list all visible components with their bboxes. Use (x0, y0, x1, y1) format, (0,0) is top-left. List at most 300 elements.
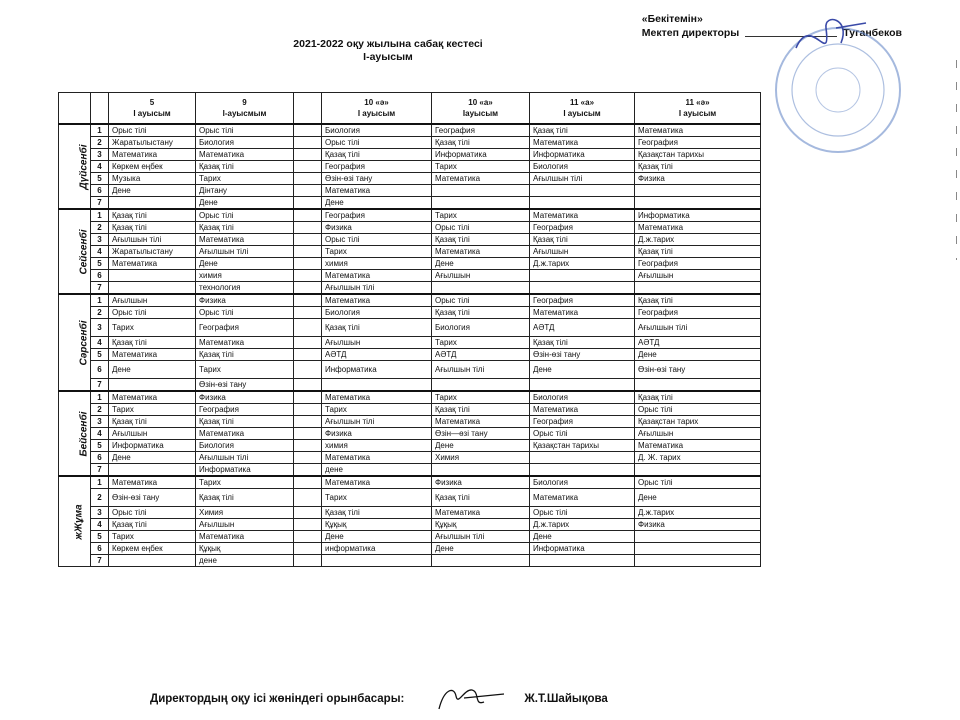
table-row (59, 391, 761, 404)
subject-cell: Ағылшын (322, 337, 432, 349)
subject-cell: Қазақ тілі (635, 294, 761, 307)
subject-cell: Ағылшын (196, 519, 294, 531)
day-name: Дүйсенбі (78, 143, 90, 190)
subject-cell: Математика (635, 222, 761, 234)
table-row (59, 519, 761, 531)
approval-position: Мектеп директоры (641, 27, 740, 39)
table-row (59, 379, 761, 392)
subject-cell (530, 555, 635, 567)
subject-cell: Информатика (635, 209, 761, 222)
subject-cell: Қазақ тілі (109, 337, 196, 349)
subject-cell: Биология (432, 319, 530, 337)
table-row (59, 349, 761, 361)
subject-cell: Қазақ тілі (635, 391, 761, 404)
gap-cell (294, 149, 322, 161)
lesson-number: 5 (91, 258, 109, 270)
gap-cell (294, 404, 322, 416)
signature-icon (434, 684, 514, 714)
subject-cell (322, 555, 432, 567)
lesson-number: 3 (91, 149, 109, 161)
subject-cell: Дене (109, 361, 196, 379)
schedule-table (58, 92, 761, 567)
subject-cell: Математика (432, 507, 530, 519)
subject-cell: химия (322, 440, 432, 452)
header-class-10e: 10 «ә» І ауысым (322, 93, 432, 125)
subject-cell: Қазақ тілі (196, 489, 294, 507)
subject-cell (635, 464, 761, 477)
subject-cell (432, 282, 530, 295)
subject-cell: Дене (635, 349, 761, 361)
subject-cell: Тарих (196, 173, 294, 185)
subject-cell: Д.ж.тарих (530, 519, 635, 531)
subject-cell: Қазақ тілі (432, 307, 530, 319)
subject-cell: Қазақ тілі (196, 416, 294, 428)
gap-cell (294, 361, 322, 379)
lesson-number: 5 (91, 349, 109, 361)
school-stamp-icon (756, 8, 906, 158)
gap-cell (294, 452, 322, 464)
subject-cell: Жаратылыстану (109, 137, 196, 149)
subject-cell: Математика (322, 294, 432, 307)
table-row (59, 294, 761, 307)
gap-cell (294, 270, 322, 282)
lesson-number: 5 (91, 531, 109, 543)
gap-cell (294, 349, 322, 361)
subject-cell: Орыс тілі (196, 307, 294, 319)
edge-mark (955, 60, 958, 260)
subject-cell: Ағылшын тілі (196, 246, 294, 258)
subject-cell: Өзін—өзі тану (432, 428, 530, 440)
lesson-number: 6 (91, 361, 109, 379)
subject-cell: География (432, 124, 530, 137)
lesson-number: 3 (91, 319, 109, 337)
subject-cell: АӘТД (635, 337, 761, 349)
subject-cell: Тарих (322, 404, 432, 416)
subject-cell (109, 282, 196, 295)
day-label-cell (59, 476, 91, 567)
subject-cell (635, 555, 761, 567)
subject-cell: Математика (322, 391, 432, 404)
lesson-number: 7 (91, 464, 109, 477)
subject-cell: Қазақ тілі (432, 234, 530, 246)
header-class-11e: 11 «ә» І ауысым (635, 93, 761, 125)
table-row (59, 124, 761, 137)
subject-cell (109, 379, 196, 392)
subject-cell: Математика (322, 452, 432, 464)
subject-cell: Қазақ тілі (635, 161, 761, 173)
lesson-number: 1 (91, 391, 109, 404)
table-row (59, 222, 761, 234)
subject-cell: Тарих (196, 476, 294, 489)
subject-cell: Биология (530, 161, 635, 173)
subject-cell: Ағылшын тілі (635, 319, 761, 337)
header-class-9: 9 І-ауысмым (196, 93, 294, 125)
lesson-number: 4 (91, 246, 109, 258)
lesson-number: 7 (91, 197, 109, 210)
table-row (59, 149, 761, 161)
subject-cell: Қазақ тілі (322, 149, 432, 161)
lesson-number: 4 (91, 161, 109, 173)
gap-cell (294, 124, 322, 137)
lesson-number: 6 (91, 452, 109, 464)
subject-cell: Орыс тілі (530, 428, 635, 440)
subject-cell: Құқық (196, 543, 294, 555)
lesson-number: 6 (91, 185, 109, 197)
subject-cell: Орыс тілі (432, 222, 530, 234)
subject-cell: География (530, 416, 635, 428)
subject-cell: Дене (109, 185, 196, 197)
gap-cell (294, 282, 322, 295)
subject-cell: Математика (530, 404, 635, 416)
subject-cell (635, 379, 761, 392)
subject-cell: Орыс тілі (322, 234, 432, 246)
table-row (59, 185, 761, 197)
subject-cell: Информатика (530, 543, 635, 555)
subject-cell: Орыс тілі (109, 307, 196, 319)
gap-cell (294, 307, 322, 319)
subject-cell: дене (322, 464, 432, 477)
subject-cell: Д. Ж. тарих (635, 452, 761, 464)
gap-cell (294, 543, 322, 555)
header-class-5: 5 І ауысым (109, 93, 196, 125)
subject-cell (530, 197, 635, 210)
title-line-1: 2021-2022 оқу жылына сабақ кестесі (293, 38, 483, 50)
header-day-cell (59, 93, 91, 125)
table-row (59, 416, 761, 428)
subject-cell: Орыс тілі (109, 507, 196, 519)
subject-cell: Математика (109, 149, 196, 161)
subject-cell (635, 185, 761, 197)
subject-cell: Математика (530, 137, 635, 149)
subject-cell: Биология (322, 124, 432, 137)
subject-cell: Қазақ тілі (530, 234, 635, 246)
table-row (59, 337, 761, 349)
table-row (59, 270, 761, 282)
subject-cell: дене (196, 555, 294, 567)
table-row (59, 543, 761, 555)
subject-cell (432, 379, 530, 392)
gap-cell (294, 222, 322, 234)
subject-cell: Биология (530, 391, 635, 404)
subject-cell: Математика (322, 185, 432, 197)
gap-cell (294, 440, 322, 452)
subject-cell: Физика (432, 476, 530, 489)
subject-cell: Ағылшын (109, 428, 196, 440)
subject-cell: Жаратылыстану (109, 246, 196, 258)
gap-cell (294, 507, 322, 519)
table-row (59, 161, 761, 173)
gap-cell (294, 379, 322, 392)
subject-cell: Қазақ тілі (109, 222, 196, 234)
subject-cell: АӘТД (432, 349, 530, 361)
subject-cell: Ағылшын тілі (322, 282, 432, 295)
subject-cell: Өзін-өзі тану (635, 361, 761, 379)
subject-cell: Физика (635, 173, 761, 185)
subject-cell: Математика (196, 531, 294, 543)
subject-cell (432, 555, 530, 567)
subject-cell: Физика (322, 222, 432, 234)
table-row (59, 555, 761, 567)
subject-cell: Ағылшын тілі (432, 531, 530, 543)
day-label-cell (59, 209, 91, 294)
subject-cell: Физика (196, 391, 294, 404)
day-label-cell (59, 124, 91, 209)
gap-cell (294, 489, 322, 507)
subject-cell: Тарих (322, 489, 432, 507)
gap-cell (294, 234, 322, 246)
subject-cell: Дене (432, 440, 530, 452)
subject-cell: Орыс тілі (530, 507, 635, 519)
header-class-10a: 10 «а» Іауысым (432, 93, 530, 125)
table-row (59, 404, 761, 416)
gap-cell (294, 416, 322, 428)
subject-cell: География (635, 137, 761, 149)
subject-cell: География (196, 319, 294, 337)
subject-cell: Информатика (322, 361, 432, 379)
subject-cell: Ағылшын тілі (432, 361, 530, 379)
subject-cell: Құқық (322, 519, 432, 531)
subject-cell (635, 543, 761, 555)
table-row (59, 258, 761, 270)
subject-cell: Математика (109, 349, 196, 361)
subject-cell: Математика (635, 440, 761, 452)
table-row (59, 489, 761, 507)
lesson-number: 2 (91, 307, 109, 319)
subject-cell: Математика (322, 270, 432, 282)
header-row (59, 93, 761, 125)
subject-cell: Информатика (196, 464, 294, 477)
subject-cell: Дене (432, 258, 530, 270)
table-row (59, 428, 761, 440)
day-name: Бейсенбі (78, 411, 90, 456)
subject-cell: Математика (432, 173, 530, 185)
subject-cell: Дене (322, 531, 432, 543)
subject-cell: Дене (322, 197, 432, 210)
lesson-number: 1 (91, 294, 109, 307)
subject-cell: Қазақ тілі (322, 319, 432, 337)
document-title (238, 38, 538, 64)
subject-cell: Қазақ тілі (635, 246, 761, 258)
gap-cell (294, 476, 322, 489)
lesson-number: 6 (91, 270, 109, 282)
subject-cell: Математика (432, 416, 530, 428)
lesson-number: 7 (91, 282, 109, 295)
subject-cell (109, 270, 196, 282)
gap-cell (294, 209, 322, 222)
subject-cell: Өзін-өзі тану (530, 349, 635, 361)
subject-cell: Дене (196, 197, 294, 210)
subject-cell: Математика (196, 149, 294, 161)
subject-cell: Тарих (196, 361, 294, 379)
lesson-number: 2 (91, 489, 109, 507)
subject-cell: География (530, 222, 635, 234)
day-name: жЖұма (73, 503, 85, 540)
subject-cell: Химия (196, 507, 294, 519)
subject-cell: Ағылшын (432, 270, 530, 282)
subject-cell: Дене (196, 258, 294, 270)
subject-cell: химия (196, 270, 294, 282)
subject-cell: Қазақ тілі (196, 222, 294, 234)
subject-cell: Тарих (432, 209, 530, 222)
gap-cell (294, 137, 322, 149)
subject-cell (322, 379, 432, 392)
subject-cell: Ағылшын (635, 428, 761, 440)
subject-cell: Орыс тілі (196, 124, 294, 137)
subject-cell: химия (322, 258, 432, 270)
subject-cell: Дене (635, 489, 761, 507)
subject-cell: АӘТД (530, 319, 635, 337)
day-label-cell (59, 391, 91, 476)
subject-cell: Орыс тілі (635, 476, 761, 489)
gap-cell (294, 173, 322, 185)
subject-cell: Орыс тілі (635, 404, 761, 416)
footer-name: Ж.Т.Шайықова (524, 693, 608, 705)
subject-cell: Қазақ тілі (196, 161, 294, 173)
gap-cell (294, 519, 322, 531)
subject-cell: Өзін-өзі тану (109, 489, 196, 507)
subject-cell: Тарих (109, 404, 196, 416)
gap-cell (294, 391, 322, 404)
subject-cell: Қазақ тілі (109, 519, 196, 531)
approval-name: Туганбеков (843, 27, 902, 39)
subject-cell (530, 270, 635, 282)
subject-cell: Математика (196, 234, 294, 246)
subject-cell: Қазақ тілі (109, 209, 196, 222)
table-row (59, 209, 761, 222)
table-row (59, 197, 761, 210)
subject-cell: Физика (635, 519, 761, 531)
table-row (59, 464, 761, 477)
lesson-number: 2 (91, 404, 109, 416)
subject-cell: Ағылшын тілі (196, 452, 294, 464)
subject-cell (530, 185, 635, 197)
subject-cell (530, 464, 635, 477)
subject-cell: Қазақстан тарихы (530, 440, 635, 452)
lesson-number: 2 (91, 222, 109, 234)
subject-cell (530, 379, 635, 392)
subject-cell (109, 197, 196, 210)
gap-cell (294, 464, 322, 477)
subject-cell: География (322, 209, 432, 222)
subject-cell: Ағылшын (109, 294, 196, 307)
subject-cell: Өзін-өзі тану (322, 173, 432, 185)
subject-cell: Дене (530, 531, 635, 543)
lesson-number: 3 (91, 416, 109, 428)
subject-cell: информатика (322, 543, 432, 555)
table-row (59, 440, 761, 452)
subject-cell: Құқық (432, 519, 530, 531)
subject-cell: Математика (109, 258, 196, 270)
header-gap-cell (294, 93, 322, 125)
gap-cell (294, 246, 322, 258)
lesson-number: 4 (91, 337, 109, 349)
subject-cell: Математика (109, 391, 196, 404)
subject-cell: Химия (432, 452, 530, 464)
lesson-number: 1 (91, 209, 109, 222)
lesson-number: 2 (91, 137, 109, 149)
subject-cell (530, 452, 635, 464)
lesson-number: 5 (91, 173, 109, 185)
subject-cell: Биология (322, 307, 432, 319)
lesson-number: 1 (91, 124, 109, 137)
subject-cell: География (322, 161, 432, 173)
subject-cell (635, 197, 761, 210)
approval-label: «Бекітемін» (641, 13, 703, 25)
subject-cell: Информатика (109, 440, 196, 452)
subject-cell: Физика (322, 428, 432, 440)
subject-cell: Қазақстан тарихы (635, 149, 761, 161)
subject-cell: Дене (530, 361, 635, 379)
lesson-number: 1 (91, 476, 109, 489)
gap-cell (294, 197, 322, 210)
subject-cell: Ағылшын тілі (322, 416, 432, 428)
subject-cell: Қазақ тілі (432, 137, 530, 149)
table-row (59, 137, 761, 149)
subject-cell: Физика (196, 294, 294, 307)
subject-cell (432, 185, 530, 197)
subject-cell: Ағылшын (635, 270, 761, 282)
subject-cell (635, 531, 761, 543)
lesson-number: 7 (91, 555, 109, 567)
subject-cell: Ағылшын (530, 246, 635, 258)
day-label-cell (59, 294, 91, 391)
subject-cell: Дінтану (196, 185, 294, 197)
gap-cell (294, 294, 322, 307)
subject-cell: Музыка (109, 173, 196, 185)
subject-cell (432, 464, 530, 477)
subject-cell: Математика (432, 246, 530, 258)
subject-cell: География (530, 294, 635, 307)
header-num-cell (91, 93, 109, 125)
table-row (59, 307, 761, 319)
subject-cell: Тарих (109, 319, 196, 337)
subject-cell: Орыс тілі (322, 137, 432, 149)
subject-cell: Математика (196, 337, 294, 349)
schedule-body (59, 124, 761, 567)
subject-cell: Қазақ тілі (432, 489, 530, 507)
subject-cell: Математика (322, 476, 432, 489)
subject-cell: Қазақ тілі (530, 337, 635, 349)
gap-cell (294, 185, 322, 197)
table-row (59, 246, 761, 258)
subject-cell: Информатика (530, 149, 635, 161)
footer (150, 684, 608, 714)
subject-cell: Д.ж.тарих (635, 507, 761, 519)
subject-cell: География (196, 404, 294, 416)
lesson-number: 4 (91, 519, 109, 531)
table-row (59, 282, 761, 295)
subject-cell: Қазақ тілі (432, 404, 530, 416)
subject-cell: Биология (530, 476, 635, 489)
subject-cell: Дене (432, 543, 530, 555)
subject-cell: Тарих (432, 337, 530, 349)
subject-cell: Тарих (432, 391, 530, 404)
subject-cell (530, 282, 635, 295)
gap-cell (294, 161, 322, 173)
day-name: Сейсенбі (78, 228, 90, 275)
subject-cell: Қазақ тілі (109, 416, 196, 428)
subject-cell (109, 555, 196, 567)
subject-cell: Дене (109, 452, 196, 464)
subject-cell: Қазақ тілі (530, 124, 635, 137)
subject-cell: Математика (196, 428, 294, 440)
subject-cell: Тарих (432, 161, 530, 173)
table-row (59, 452, 761, 464)
gap-cell (294, 531, 322, 543)
lesson-number: 4 (91, 428, 109, 440)
subject-cell: Математика (530, 307, 635, 319)
lesson-number: 3 (91, 234, 109, 246)
